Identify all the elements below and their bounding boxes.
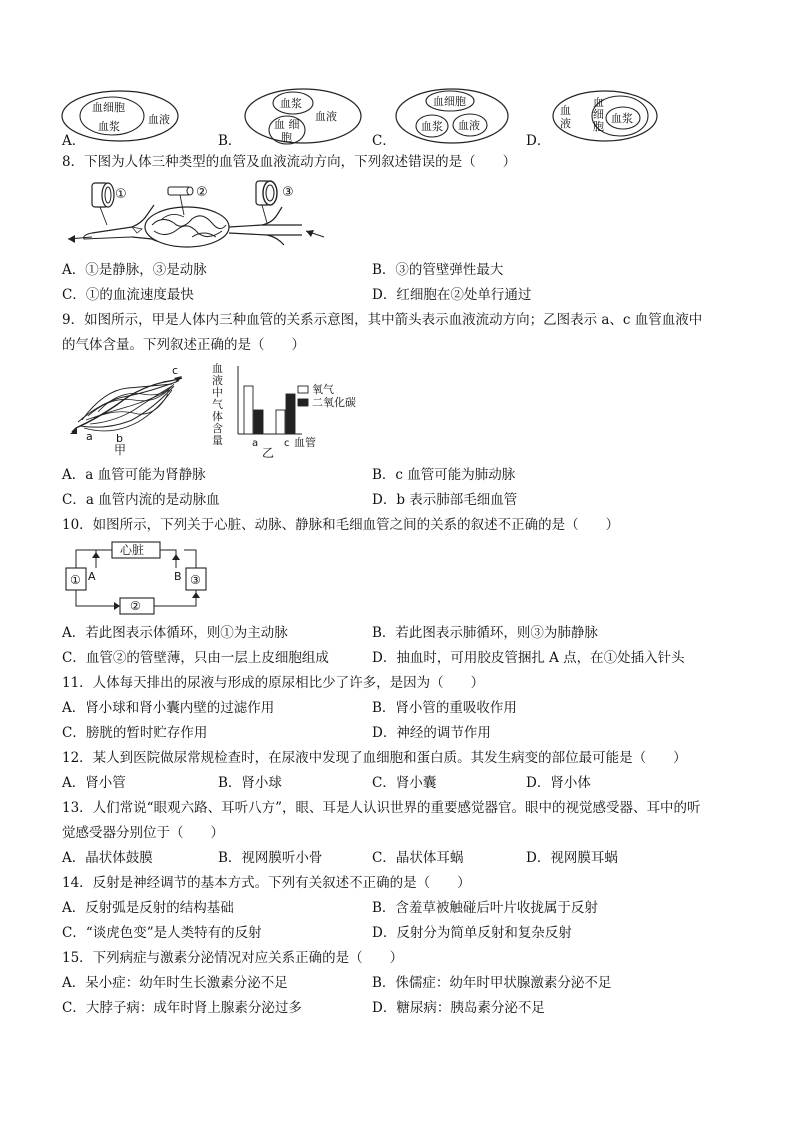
q11-option-c[interactable]: C．膀胱的暂时贮存作用: [62, 725, 208, 741]
q7c-blood: 血液: [458, 119, 480, 132]
q7d-cells-1: 血: [593, 96, 604, 109]
q9-xlabel: 血管: [294, 436, 316, 449]
q7-letter-a[interactable]: A．: [62, 133, 86, 149]
q13-option-c[interactable]: C．晶状体耳蜗: [372, 850, 464, 866]
q8-option-b[interactable]: B．③的管壁弹性最大: [372, 262, 504, 278]
q9-option-c[interactable]: C．a 血管内流的是动脉血: [62, 492, 220, 508]
q7-option-c-diagram: [396, 89, 508, 143]
q7a-plasma: 血浆: [98, 120, 120, 133]
q13-option-a[interactable]: A．晶状体鼓膜: [62, 850, 153, 866]
q7-letter-b[interactable]: B．: [218, 133, 242, 149]
q10-stem: 10．如图所示，下列关于心脏、动脉、静脉和毛细血管之间的关系的叙述不正确的是（ ）: [62, 517, 620, 533]
q7-option-d-diagram: [553, 91, 657, 141]
q11-option-d[interactable]: D．神经的调节作用: [372, 725, 491, 741]
q7c-plasma: 血浆: [421, 120, 443, 133]
q8-marker-3: ③: [282, 185, 294, 200]
q7b-cells-2: 胞: [281, 131, 292, 144]
q9-xtick-c: c: [284, 438, 290, 449]
q7-option-b-diagram: [245, 89, 361, 144]
q14-option-a[interactable]: A．反射弧是反射的结构基础: [62, 900, 234, 916]
q14-option-d[interactable]: D．反射分为简单反射和复杂反射: [372, 925, 572, 941]
q15-option-a[interactable]: A．呆小症：幼年时生长激素分泌不足: [62, 975, 288, 991]
q9-ylabel-3: 中: [212, 386, 223, 399]
q7-letter-d[interactable]: D．: [526, 133, 551, 149]
q10-label-a: A: [88, 570, 96, 583]
q9-stem-1: 9．如图所示，甲是人体内三种血管的关系示意图，其中箭头表示血液流动方向；乙图表示 a、c 血管血液中: [62, 312, 703, 328]
q9-gas-chart: [210, 362, 380, 458]
q7b-cells-1: 血 细: [274, 118, 300, 131]
q13-option-d[interactable]: D．视网膜耳蜗: [526, 850, 618, 866]
q10-node-3: ③: [190, 573, 201, 587]
q12-option-a[interactable]: A．肾小管: [62, 775, 126, 791]
q9-label-a: a: [86, 430, 93, 443]
q13-option-b[interactable]: B．视网膜听小骨: [218, 850, 323, 866]
q11-option-b[interactable]: B．肾小管的重吸收作用: [372, 700, 517, 716]
q10-node-1: ①: [70, 573, 81, 587]
q8-option-a[interactable]: A．①是静脉，③是动脉: [62, 262, 207, 278]
q10-option-d[interactable]: D．抽血时，可用胶皮管捆扎 A 点，在①处插入针头: [372, 650, 685, 666]
q9-legend-o2-swatch: [298, 386, 308, 393]
q7c-blood-cells: 血细胞: [433, 95, 466, 108]
q7a-blood-cells: 血细胞: [92, 101, 125, 114]
q7b-plasma: 血浆: [280, 97, 302, 110]
q15-option-c[interactable]: C．大脖子病：成年时肾上腺素分泌过多: [62, 1000, 302, 1016]
q9-option-a[interactable]: A．a 血管可能为肾静脉: [62, 467, 206, 483]
q13-stem-2: 觉感受器分别位于（ ）: [62, 825, 224, 841]
q9-label-c: c: [172, 364, 179, 377]
q9-bar-a-co2: [254, 410, 263, 434]
q9-ylabel-5: 体: [212, 410, 223, 423]
q14-option-c[interactable]: C．“谈虎色变”是人类特有的反射: [62, 925, 262, 941]
q10-heart: 心脏: [120, 543, 145, 557]
q9-ylabel-4: 气: [212, 398, 223, 411]
q9-legend-co2-swatch: [298, 399, 308, 406]
q9-ylabel-7: 量: [212, 434, 223, 447]
q11-option-a[interactable]: A．肾小球和肾小囊内壁的过滤作用: [62, 700, 275, 716]
q9-ylabel-6: 含: [212, 422, 223, 435]
q9-option-b[interactable]: B．c 血管可能为肺动脉: [372, 467, 516, 483]
q9-bar-a-o2: [244, 386, 253, 434]
q12-option-d[interactable]: D．肾小体: [526, 775, 591, 791]
q10-circulation-diagram: [62, 538, 222, 618]
q12-option-c[interactable]: C．肾小囊: [372, 775, 437, 791]
q7d-cells-2: 细: [593, 108, 604, 121]
q7d-blood-2: 液: [560, 117, 571, 130]
q9-caption-yi: 乙: [262, 446, 275, 458]
q15-option-b[interactable]: B．侏儒症：幼年时甲状腺激素分泌不足: [372, 975, 612, 991]
q7d-plasma: 血浆: [611, 112, 633, 125]
q10-option-b[interactable]: B．若此图表示肺循环，则③为肺静脉: [372, 625, 598, 641]
q12-option-b[interactable]: B．肾小球: [218, 775, 282, 791]
q9-ylabel-1: 血: [212, 362, 223, 375]
q13-stem-1: 13．人们常说“眼观六路、耳听八方”，眼、耳是人认识世界的重要感觉器官。眼中的视觉感受器、耳中的听: [62, 800, 701, 816]
q7b-blood: 血液: [315, 110, 337, 123]
q14-option-b[interactable]: B．含羞草被触碰后叶片收拢属于反射: [372, 900, 598, 916]
q9-capillary-diagram: [68, 360, 188, 456]
q10-option-a[interactable]: A．若此图表示体循环，则①为主动脉: [62, 625, 288, 641]
q10-option-c[interactable]: C．血管②的管壁薄，只由一层上皮细胞组成: [62, 650, 329, 666]
q12-stem: 12．某人到医院做尿常规检查时，在尿液中发现了血细胞和蛋白质。其发生病变的部位最可能是（ ）: [62, 750, 687, 766]
q7-letter-c[interactable]: C．: [372, 133, 396, 149]
q9-legend-o2: 氧气: [312, 383, 334, 396]
q9-xtick-a: a: [252, 438, 259, 449]
q14-stem: 14．反射是神经调节的基本方式。下列有关叙述不正确的是（ ）: [62, 875, 471, 891]
q7d-cells-3: 胞: [593, 120, 604, 133]
q7a-blood: 血液: [148, 113, 170, 126]
q9-legend-co2: 二氧化碳: [312, 396, 356, 409]
q9-caption-jia: 甲: [114, 443, 127, 456]
q9-ylabel-2: 液: [212, 374, 223, 387]
q11-stem: 11．人体每天排出的尿液与形成的原尿相比少了许多，是因为（ ）: [62, 675, 485, 691]
q9-bar-c-co2: [286, 394, 295, 434]
q15-option-d[interactable]: D．糖尿病：胰岛素分泌不足: [372, 1000, 545, 1016]
q7-figures: [60, 86, 760, 156]
q8-marker-2: ②: [196, 185, 208, 200]
q9-stem-2: 的气体含量。下列叙述正确的是（ ）: [62, 337, 305, 353]
q8-vessel-diagram: [62, 175, 332, 250]
q8-stem: 8．下图为人体三种类型的血管及血液流动方向，下列叙述错误的是（ ）: [62, 154, 517, 170]
q7d-blood-1: 血: [560, 104, 571, 117]
q15-stem: 15．下列病症与激素分泌情况对应关系正确的是（ ）: [62, 950, 404, 966]
q9-bar-c-o2: [276, 410, 285, 434]
q10-node-2: ②: [130, 599, 141, 613]
q8-option-c[interactable]: C．①的血流速度最快: [62, 287, 194, 303]
q9-label-b: b: [116, 432, 123, 445]
q8-marker-1: ①: [115, 187, 127, 202]
q8-option-d[interactable]: D．红细胞在②处单行通过: [372, 287, 532, 303]
q10-label-b: B: [174, 570, 182, 583]
q9-option-d[interactable]: D．b 表示肺部毛细血管: [372, 492, 518, 508]
